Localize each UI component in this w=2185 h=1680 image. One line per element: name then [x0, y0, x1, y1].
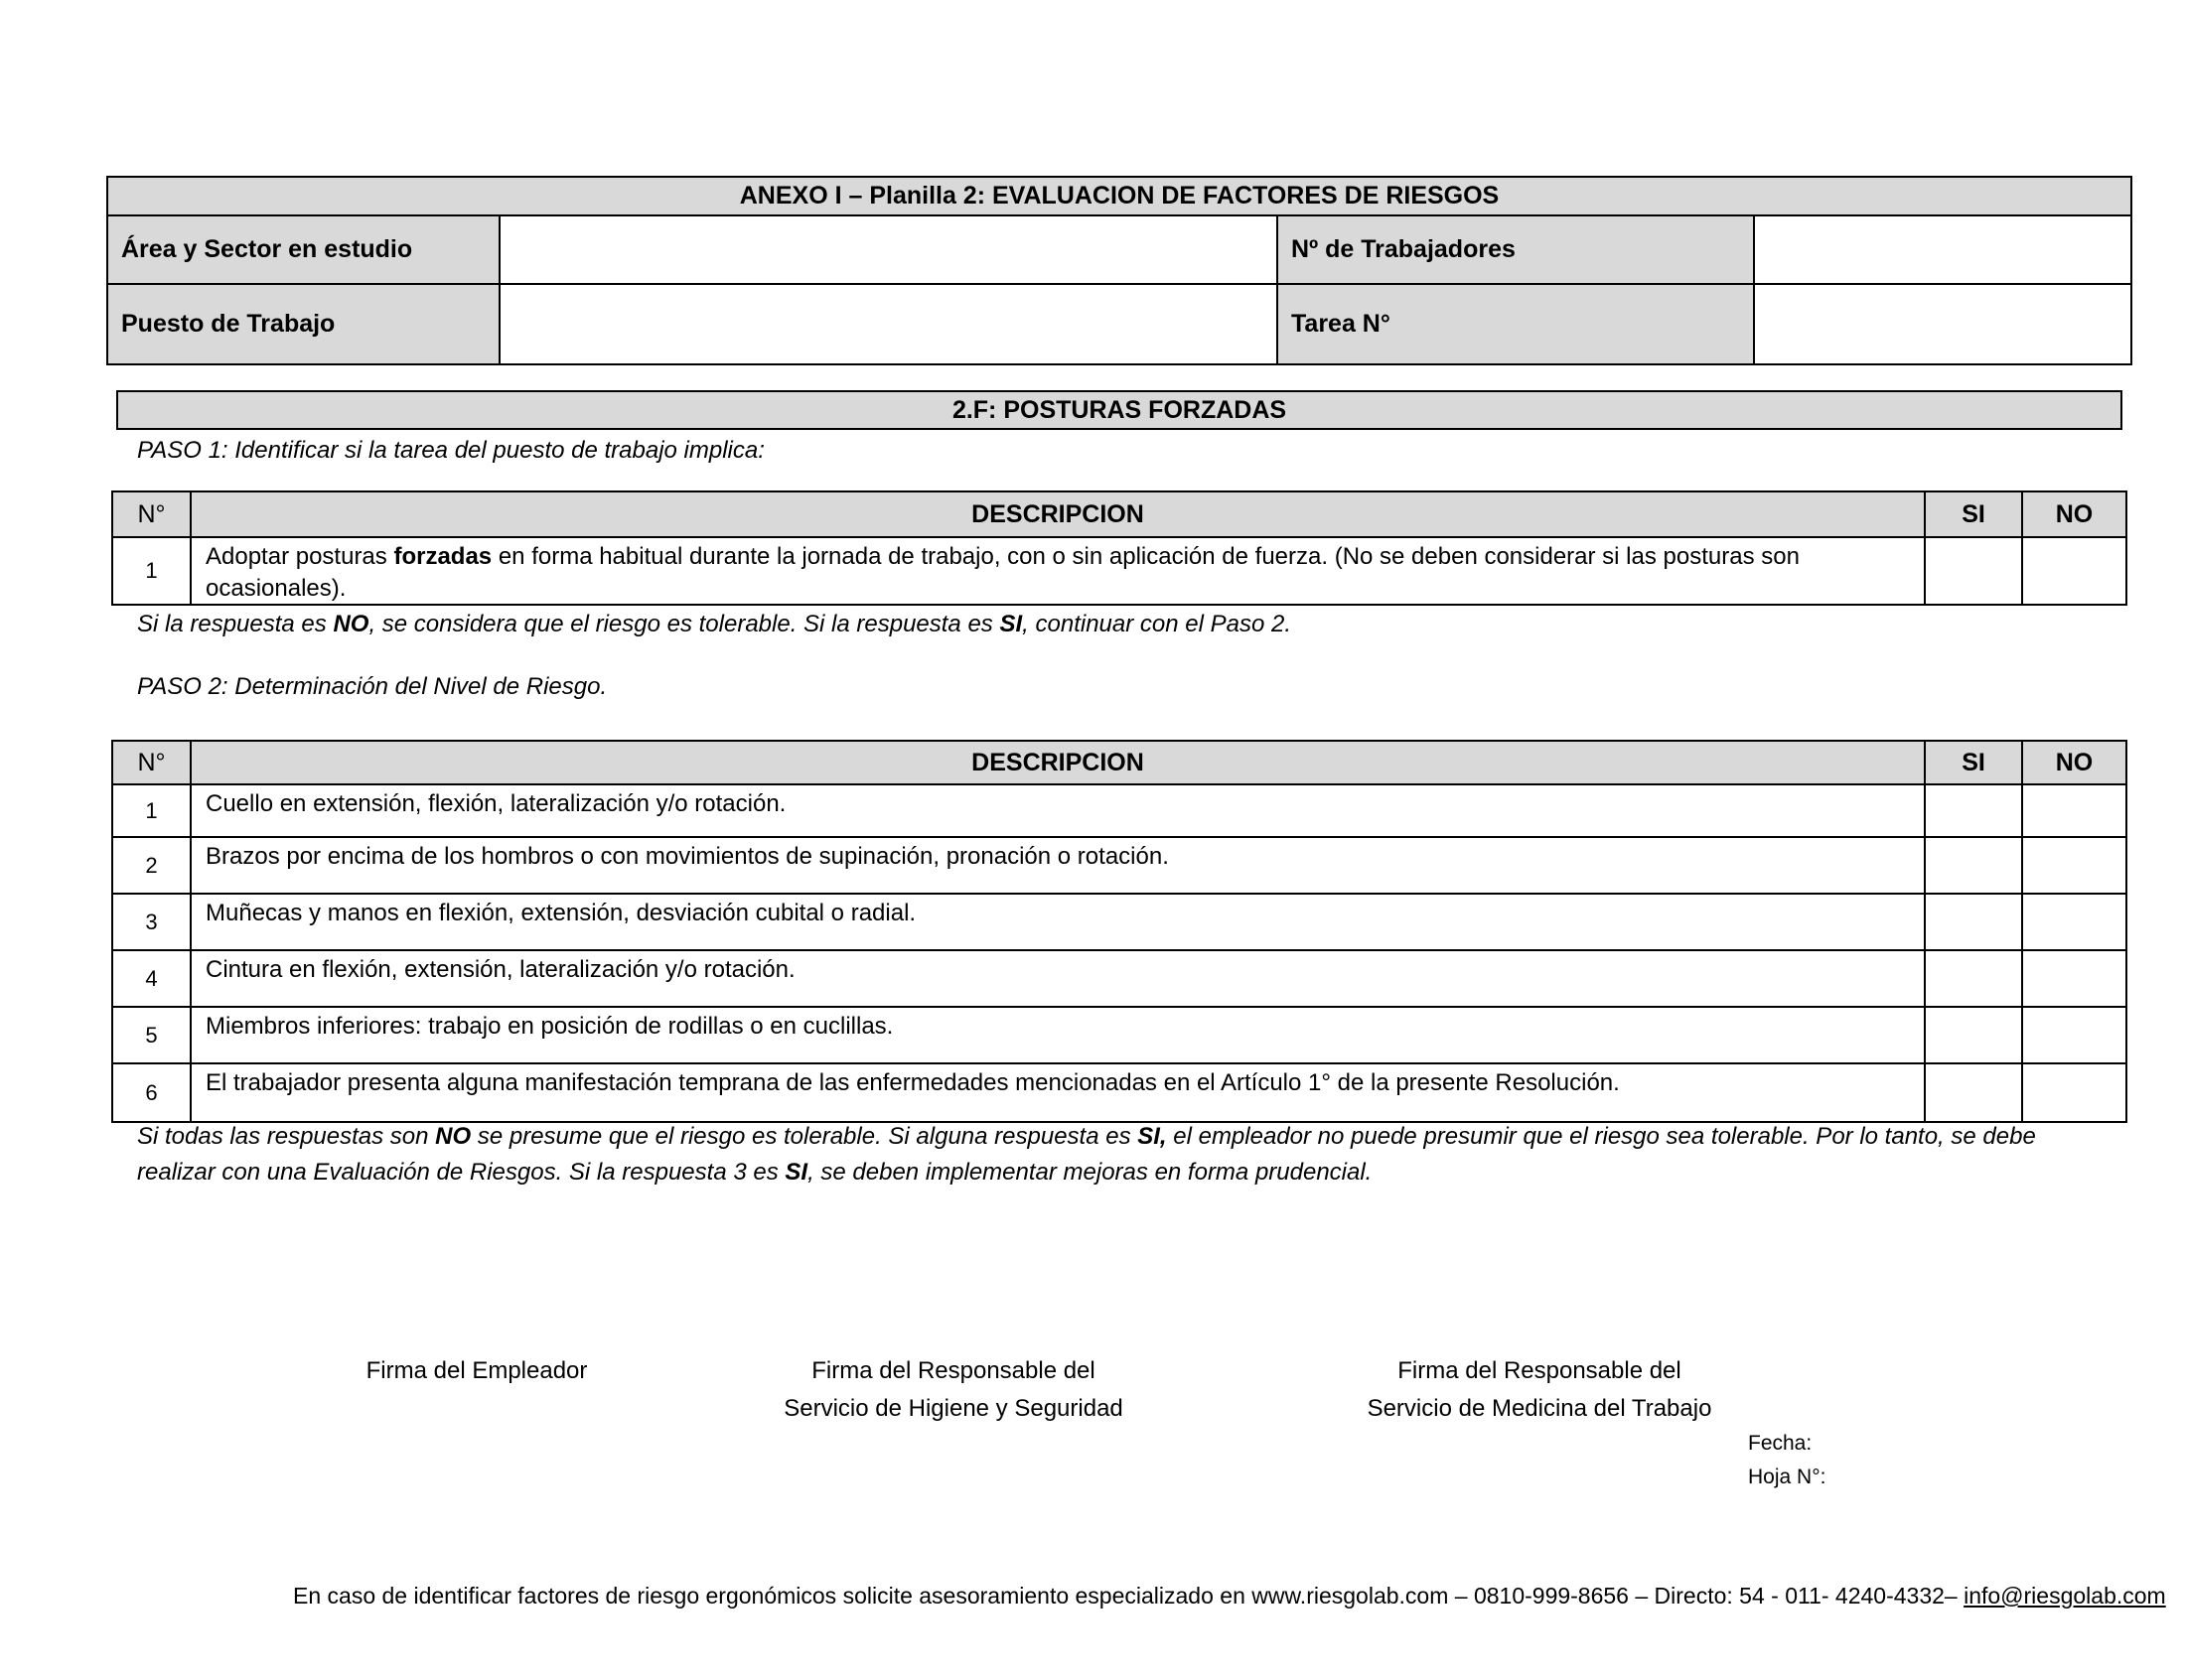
row-description	[192, 538, 1926, 604]
header-n: N°	[113, 492, 192, 536]
header-desc: DESCRIPCION	[192, 492, 1926, 536]
row-description: Brazos por encima de los hombros o con movimientos de supinación, pronación o rotación.	[192, 838, 1926, 893]
si-checkbox[interactable]	[1926, 785, 2023, 836]
row-number: 5	[113, 1008, 192, 1062]
task-label: Tarea N°	[1278, 285, 1755, 363]
footer-text: En caso de identificar factores de riesgo ergonómicos solicite asesoramiento especializado en www.riesgolab.com – 0810-999-8656 – Directo: 54 - 011- 4240-4332–	[293, 1583, 1965, 1609]
section-title: 2.F: POSTURAS FORZADAS	[116, 390, 2122, 430]
si-checkbox[interactable]	[1926, 951, 2023, 1006]
medicine-line2: Servicio de Medicina del Trabajo	[1367, 1395, 1712, 1422]
step1-table	[111, 490, 2127, 606]
row-description: Cuello en extensión, flexión, lateralización y/o rotación.	[192, 785, 1926, 836]
table-row	[113, 951, 2125, 1008]
desc-bold: forzadas	[393, 543, 493, 570]
note-bold: NO	[333, 611, 369, 637]
no-checkbox[interactable]	[2023, 538, 2125, 604]
medicine-line1: Firma del Responsable del	[1397, 1357, 1681, 1384]
footer-contact	[293, 1583, 2166, 1610]
workers-label: Nº de Trabajadores	[1278, 216, 1755, 283]
desc-part: Adoptar posturas	[206, 543, 394, 570]
note-bold: NO	[435, 1123, 472, 1150]
no-checkbox[interactable]	[2023, 785, 2125, 836]
step2-intro: PASO 2: Determinación del Nivel de Riesgo.	[137, 673, 608, 700]
header-row-post	[108, 285, 2130, 363]
note-part: , se considera que el riesgo es tolerable. Si la respuesta es	[368, 611, 1000, 637]
note-part: , se deben implementar mejoras en forma prudencial.	[807, 1159, 1373, 1186]
hygiene-line1: Firma del Responsable del	[811, 1357, 1095, 1384]
table-header-row	[113, 492, 2125, 538]
workers-field[interactable]	[1755, 216, 2130, 283]
desc-part: en forma habitual durante la jornada de trabajo, con o sin aplicación de fuerza. (No se deben considerar si las posturas son ocasionales).	[206, 543, 1800, 602]
row-number: 1	[113, 785, 192, 836]
sheet-number-label: Hoja N°:	[1748, 1466, 1826, 1488]
si-checkbox[interactable]	[1926, 838, 2023, 893]
hygiene-signature-label	[755, 1352, 1152, 1428]
note-part: el empleador no puede presumir que el riesgo sea tolerable. Por lo tanto, se debe realizar con una Evaluación de Riesgos. Si la respuesta 3 es	[137, 1123, 2036, 1186]
table-row	[113, 838, 2125, 895]
area-field[interactable]	[501, 216, 1278, 283]
note-part: Si la respuesta es	[137, 611, 334, 637]
row-number: 2	[113, 838, 192, 893]
medicine-signature-label	[1331, 1352, 1748, 1428]
table-row	[113, 785, 2125, 838]
note-bold: SI	[999, 611, 1023, 637]
header-row-area	[108, 216, 2130, 285]
area-label: Área y Sector en estudio	[108, 216, 501, 283]
note-part: se presume que el riesgo es tolerable. Si alguna respuesta es	[471, 1123, 1138, 1150]
row-description: Muñecas y manos en flexión, extensión, desviación cubital o radial.	[192, 895, 1926, 949]
row-number: 4	[113, 951, 192, 1006]
row-description: Miembros inferiores: trabajo en posición de rodillas o en cuclillas.	[192, 1008, 1926, 1062]
si-checkbox[interactable]	[1926, 895, 2023, 949]
no-checkbox[interactable]	[2023, 1008, 2125, 1062]
step2-note	[137, 1119, 2118, 1190]
header-no: NO	[2023, 492, 2125, 536]
step2-table	[111, 740, 2127, 1123]
header-si: SI	[1926, 742, 2023, 783]
row-description: El trabajador presenta alguna manifestación temprana de las enfermedades mencionadas en el Artículo 1° de la presente Resolución.	[192, 1064, 1926, 1121]
no-checkbox[interactable]	[2023, 895, 2125, 949]
si-checkbox[interactable]	[1926, 1008, 2023, 1062]
no-checkbox[interactable]	[2023, 951, 2125, 1006]
note-part: Si todas las respuestas son	[137, 1123, 436, 1150]
si-checkbox[interactable]	[1926, 1064, 2023, 1121]
header-desc: DESCRIPCION	[192, 742, 1926, 783]
header-si: SI	[1926, 492, 2023, 536]
post-label: Puesto de Trabajo	[108, 285, 501, 363]
note-bold: SI	[785, 1159, 808, 1186]
row-number: 6	[113, 1064, 192, 1121]
header-n: N°	[113, 742, 192, 783]
footer-email-link[interactable]: info@riesgolab.com	[1964, 1583, 2166, 1609]
hygiene-line2: Servicio de Higiene y Seguridad	[784, 1395, 1123, 1422]
employer-signature-label: Firma del Empleador	[365, 1357, 588, 1384]
date-label: Fecha:	[1748, 1432, 1813, 1455]
row-number: 3	[113, 895, 192, 949]
task-field[interactable]	[1755, 285, 2130, 363]
table-row	[113, 538, 2125, 604]
step1-note	[137, 607, 1291, 642]
table-row	[113, 895, 2125, 951]
step1-intro: PASO 1: Identificar si la tarea del puesto de trabajo implica:	[137, 437, 765, 464]
header-table	[106, 176, 2132, 365]
no-checkbox[interactable]	[2023, 838, 2125, 893]
table-header-row	[113, 742, 2125, 785]
no-checkbox[interactable]	[2023, 1064, 2125, 1121]
note-part: , continuar con el Paso 2.	[1022, 611, 1291, 637]
table-row	[113, 1064, 2125, 1121]
table-row	[113, 1008, 2125, 1064]
row-number: 1	[113, 538, 192, 604]
form-title: ANEXO I – Planilla 2: EVALUACION DE FACTORES DE RIESGOS	[108, 178, 2130, 216]
header-no: NO	[2023, 742, 2125, 783]
note-bold: SI,	[1137, 1123, 1167, 1150]
post-field[interactable]	[501, 285, 1278, 363]
row-description: Cintura en flexión, extensión, lateralización y/o rotación.	[192, 951, 1926, 1006]
si-checkbox[interactable]	[1926, 538, 2023, 604]
